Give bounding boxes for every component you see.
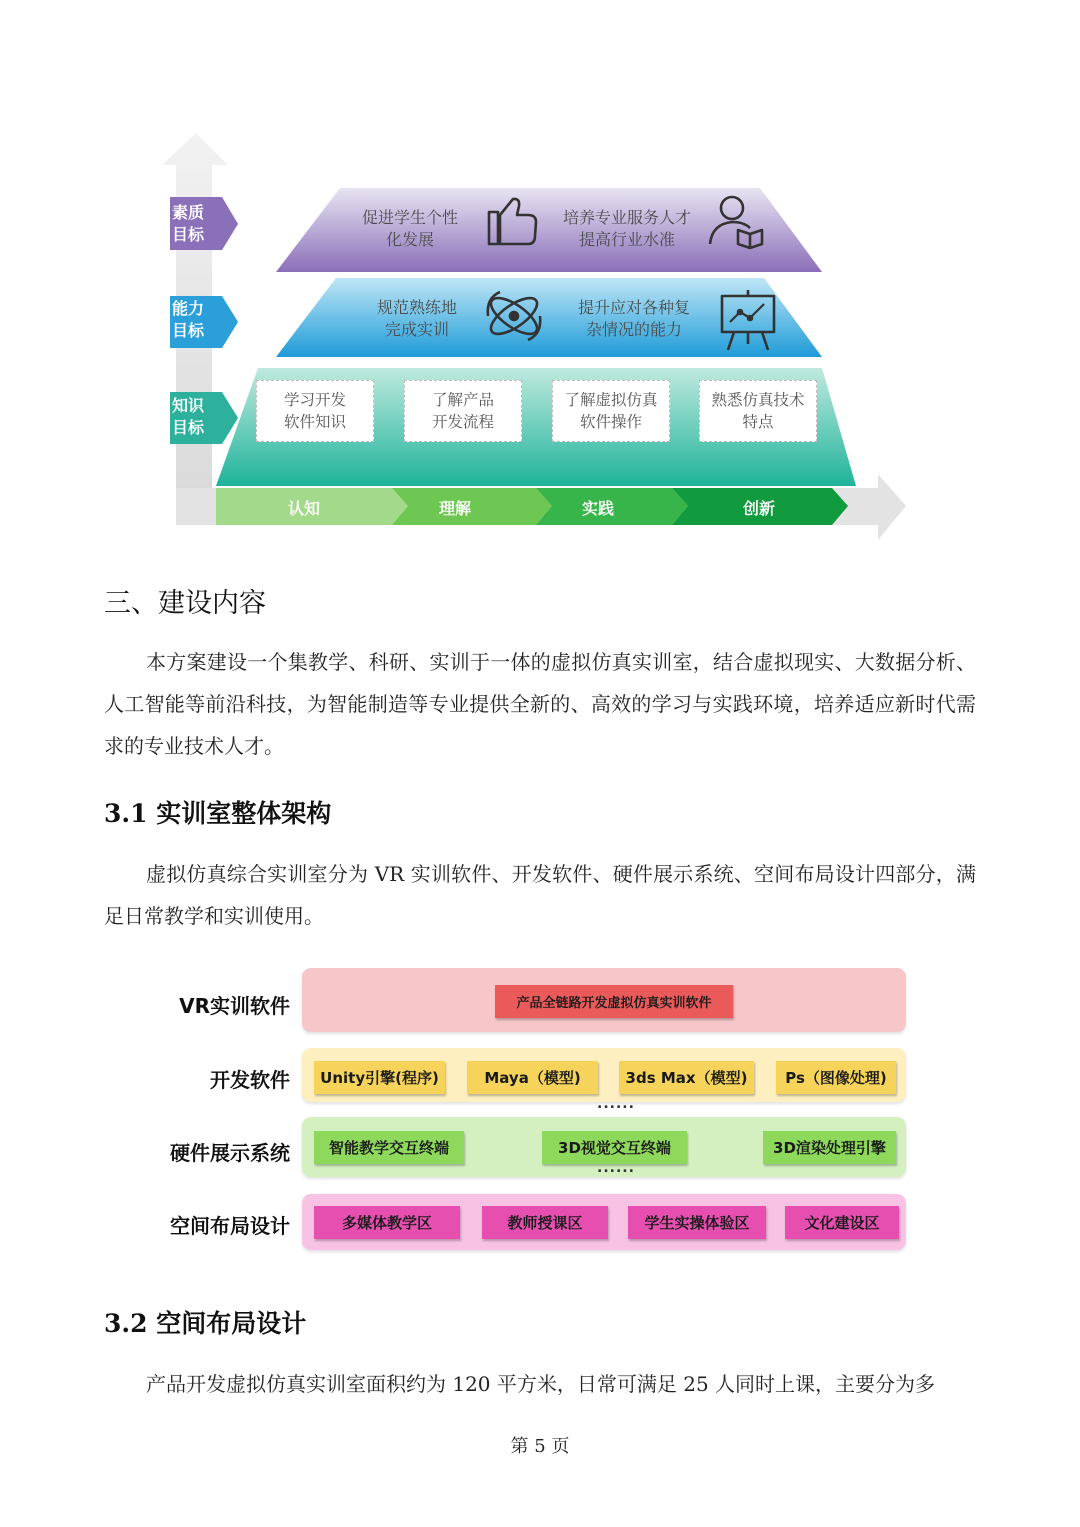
stage-label-innovation: 创新 xyxy=(743,499,776,518)
side-label-quality: 素质 目标 xyxy=(172,203,205,244)
arch-chip: Ps（图像处理) xyxy=(776,1061,896,1094)
arch-chip: 3D视觉交互终端 xyxy=(542,1131,687,1164)
arch-chip: 教师授课区 xyxy=(482,1206,608,1239)
pyramid-graphic xyxy=(0,0,1080,560)
arch-ellipsis: ...... xyxy=(597,1160,635,1176)
knowledge-box-2 xyxy=(404,380,522,442)
stage-label-understanding: 理解 xyxy=(439,499,472,518)
section-paragraph-architecture: 虚拟仿真综合实训室分为 VR 实训软件、开发软件、硬件展示系统、空间布局设计四部分，满足日常教学和实训使用。 xyxy=(104,862,976,928)
section-paragraph-layout: 产品开发虚拟仿真实训室面积约为 120 平方米，日常可满足 25 人同时上课，主要分为多 xyxy=(146,1372,936,1396)
knowledge-box-label: 熟悉仿真技术 特点 xyxy=(711,391,805,431)
knowledge-box-4 xyxy=(699,380,817,442)
arch-chip: 3ds Max（模型) xyxy=(619,1061,754,1094)
arch-ellipsis: ...... xyxy=(597,1096,635,1112)
arch-row-label-dev: 开发软件 xyxy=(210,1068,290,1092)
stage-label-cognition: 认知 xyxy=(288,499,321,518)
arch-row-label-hardware: 硬件展示系统 xyxy=(170,1141,290,1165)
middle-tier-left-text: 规范熟练地 完成实训 xyxy=(376,298,457,339)
knowledge-box-1 xyxy=(256,380,374,442)
knowledge-box-label: 了解产品 开发流程 xyxy=(431,391,494,431)
middle-tier-right-text: 提升应对各种复 杂情况的能力 xyxy=(577,298,690,339)
knowledge-box-label: 学习开发 软件知识 xyxy=(283,391,346,431)
knowledge-box-3 xyxy=(552,380,670,442)
section-heading-architecture: 3.1 实训室整体架构 xyxy=(104,799,332,828)
top-tier-right-text: 培养专业服务人才 提高行业水准 xyxy=(562,208,691,249)
side-label-knowledge: 知识 目标 xyxy=(172,396,205,437)
page-number: 第 5 页 xyxy=(510,1436,570,1457)
side-label-ability: 能力 目标 xyxy=(172,299,205,340)
arch-chip: 学生实操体验区 xyxy=(628,1206,766,1239)
stage-label-practice: 实践 xyxy=(582,499,615,518)
arch-chip: 文化建设区 xyxy=(785,1206,899,1239)
section-paragraph-construction: 本方案建设一个集教学、科研、实训于一体的虚拟仿真实训室，结合虚拟现实、大数据分析、人工智能等前沿科技，为智能制造等专业提供全新的、高效的学习与实践环境，培养适应新时代需求的专业技术人才。 xyxy=(104,650,976,758)
goals-pyramid-figure xyxy=(0,0,1080,560)
top-tier-left-text: 促进学生个性 化发展 xyxy=(361,208,458,249)
arch-chip: 产品全链路开发虚拟仿真实训软件 xyxy=(495,985,733,1018)
knowledge-box-label: 了解虚拟仿真 软件操作 xyxy=(564,391,658,431)
arch-row-label-space: 空间布局设计 xyxy=(170,1214,290,1238)
stage-chevron-2 xyxy=(392,488,552,525)
arch-chip: 智能教学交互终端 xyxy=(314,1131,464,1164)
section-heading-construction: 三、建设内容 xyxy=(104,588,266,619)
middle-tier-shape xyxy=(276,278,822,357)
section-heading-layout: 3.2 空间布局设计 xyxy=(104,1309,307,1338)
arch-chip: 3D渲染处理引擎 xyxy=(763,1131,896,1164)
arch-chip: Maya（模型) xyxy=(467,1061,598,1094)
arch-row-label-vr: VR实训软件 xyxy=(179,994,290,1018)
arch-chip: 多媒体教学区 xyxy=(314,1206,460,1239)
arch-chip: Unity引擎(程序) xyxy=(314,1061,445,1094)
